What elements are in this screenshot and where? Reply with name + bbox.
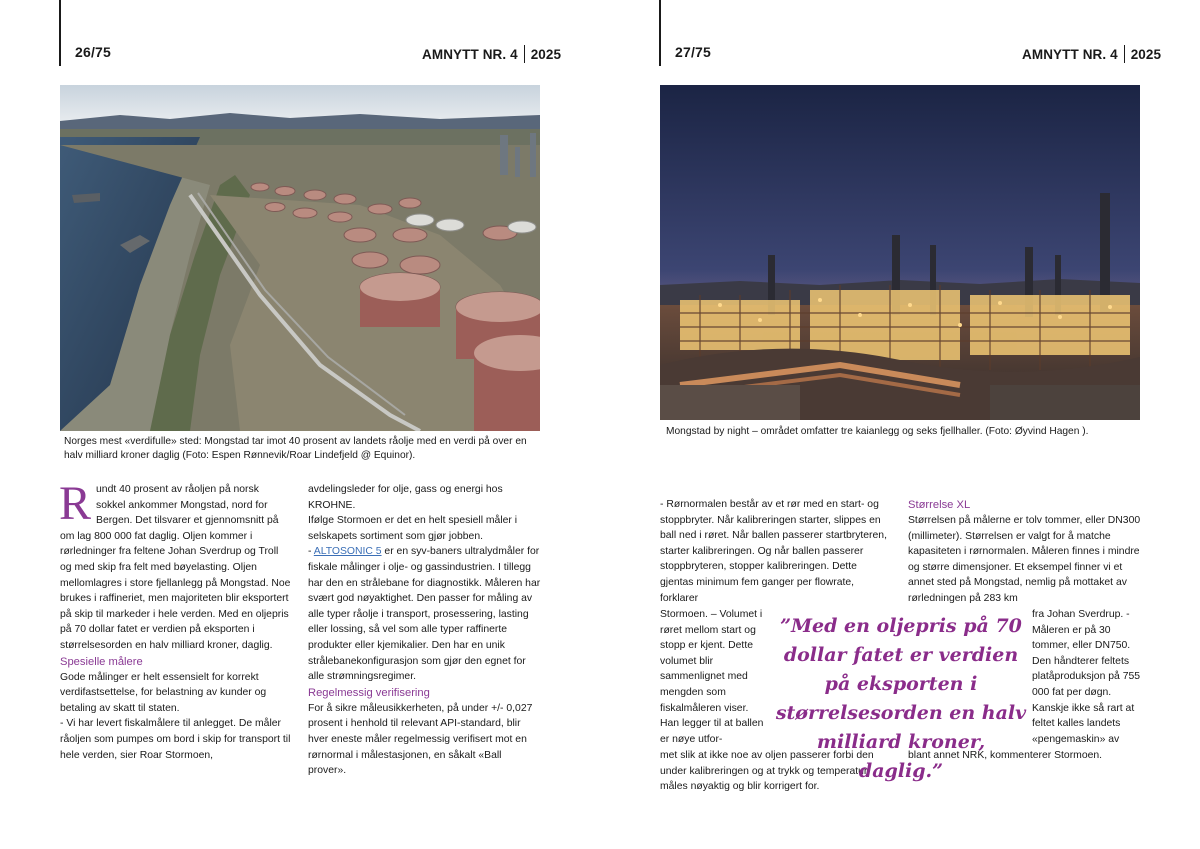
paragraph: Ifølge Stormoen er det en helt spesiell måler i selskapets sortiment som gjør jobben. xyxy=(308,515,518,542)
right-column-1-top: - Rørnormalen består av et rør med en start- og stoppbryter. Når kalibreringen starter, slippes en ball ned i røret. Når ballen passerer startbryteren, starter kalibreringen. Og når ballen passerer stoppbryteren, stopper kalibreringen. Dette gjentas minimum fem ganger per flowrate, forklarer xyxy=(660,499,887,604)
page-number: 26/75 xyxy=(75,44,112,60)
altosonic-link[interactable]: ALTOSONIC 5 xyxy=(313,546,382,558)
header-separator xyxy=(524,45,525,63)
photo-caption: Norges mest «verdifulle» sted: Mongstad tar imot 40 prosent av landets råolje med en verdi på over en halv milliard kroner daglig (Foto: Espen Rønnevik/Roar Lindefjeld @ Equinor). xyxy=(64,436,527,461)
intro-line-2: sokkel ankommer Mongstad, nord for xyxy=(96,499,268,511)
magazine-year: 2025 xyxy=(530,46,562,62)
photo-caption: Mongstad by night – området omfatter tre kaianlegg og seks fjellhaller. (Foto: Øyvind Hagen ). xyxy=(666,426,1089,437)
dropcap: R xyxy=(59,477,92,530)
magazine-year: 2025 xyxy=(1130,46,1162,62)
right-page xyxy=(600,0,1200,849)
paragraph-prefix: - xyxy=(308,546,314,558)
page-number: 27/75 xyxy=(675,44,712,60)
magazine-name: AMNYTT NR. 4 xyxy=(1022,46,1118,62)
paragraph: avdelingsleder for olje, gass og energi hos KROHNE. xyxy=(308,484,503,511)
paragraph-rest: er en syv-baners ultralydmåler for fiskale målinger i olje- og gassindustrien. I tillegg har den en strålebane for diagnostikk. Måleren har svært god nøyaktighet. Den passer for måling av alle typer råolje i transport, prosessering, lasting eller lossing, så vel som alle typer raffinerte produkter eller kjemikalier. Den har en unik strålebanekonfigurasjon som gjør den egnet for alle strømningsregimer. xyxy=(308,546,541,683)
intro-rest: på om lag 800 000 fat daglig. Oljen kommer i rørledninger fra feltene Johan Sverdrup og Troll og med skip fra felt med bøyelasting. Oljen mellomlagres i store fjellanlegg på Mongstad. Noe brukes i raffineriet, men majoriteten blir eksportert på skip til markeder i hele verden. Med en oljepris på 70 dollar fatet er verdien på eksporten i størrelsesorden en halv milliard kroner, daglig. xyxy=(60,515,291,651)
right-column-2-narrow: fra Johan Sverdrup. - Måleren er på 30 tommer, eller DN750. Den håndterer feltets platåproduksjon på 755 000 fat per døgn. Kanskje ikke så rart at feltet kalles landets «pengemaskin» av xyxy=(1032,609,1141,745)
refinery-night-photo xyxy=(660,85,1140,420)
intro-paragraph xyxy=(59,477,292,654)
right-column-2-bottom: blant annet NRK, kommenterer Stormoen. xyxy=(908,750,1103,761)
pull-quote: ”Med en oljepris på 70 dollar fatet er verdien på eksporten i størrelsesorden en halv milliard kroner, daglig.” xyxy=(775,615,1027,782)
right-column-1-bottom: met slik at ikke noe av oljen passerer forbi den under kalibreringen og at trykk og temperatur måles nøyaktig og blir korrigert for. xyxy=(660,750,874,793)
header-rule xyxy=(59,0,61,66)
paragraph: For å sikre måleusikkerheten, på under +/- 0,027 prosent i henhold til relevant API-standard, blir hver eneste måler regelmessig verifisert mot en rørnormal i målestasjonen, en såkalt «Ball prover». xyxy=(308,702,533,777)
header-separator xyxy=(1124,45,1125,63)
intro-line-1: undt 40 prosent av råoljen på norsk xyxy=(96,484,259,495)
paragraph: Gode målinger er helt essensielt for korrekt verdifastsettelse, for belastning av kunder og betaling av skatt til staten. xyxy=(60,671,267,714)
subheading-storrelse-xl: Størrelse XL xyxy=(908,499,971,511)
paragraph: - Vi har levert fiskalmålere til anlegget. De måler råoljen som pumpes om bord i skip for transport til hele verden, sier Roar Stormoen, xyxy=(60,718,291,761)
header-rule xyxy=(659,0,661,66)
magazine-issue xyxy=(1022,45,1161,63)
aerial-refinery-photo xyxy=(60,85,540,431)
paragraph xyxy=(308,544,541,684)
magazine-issue xyxy=(422,45,561,63)
right-column-2-top xyxy=(908,497,1141,607)
right-column-1-narrow: Stormoen. – Volumet i røret mellom start og stopp er kjent. Dette volumet blir sammenlignet med mengden som fiskalmåleren viser. Han legger til at ballen er nøye utfor- xyxy=(660,609,764,745)
subheading-regelmessig-verifisering: Regelmessig verifisering xyxy=(308,686,430,699)
intro-line-3: Bergen. Det tilsvarer et gjennomsnitt xyxy=(96,515,265,527)
paragraph: Størrelsen på målerne er tolv tommer, eller DN300 (millimeter). Størrelsen er valgt for å matche kapasiteten i rørnormalen. Måleren finnes i mindre og større dimensjoner. Et eksempel finner vi et annet sted på Mongstad, nemlig på mottaket av rørledningen på 283 km xyxy=(908,515,1141,604)
magazine-name: AMNYTT NR. 4 xyxy=(422,46,518,62)
left-column-1 xyxy=(59,477,292,763)
left-column-2 xyxy=(308,482,541,779)
subheading-spesielle-malere: Spesielle målere xyxy=(60,655,143,668)
